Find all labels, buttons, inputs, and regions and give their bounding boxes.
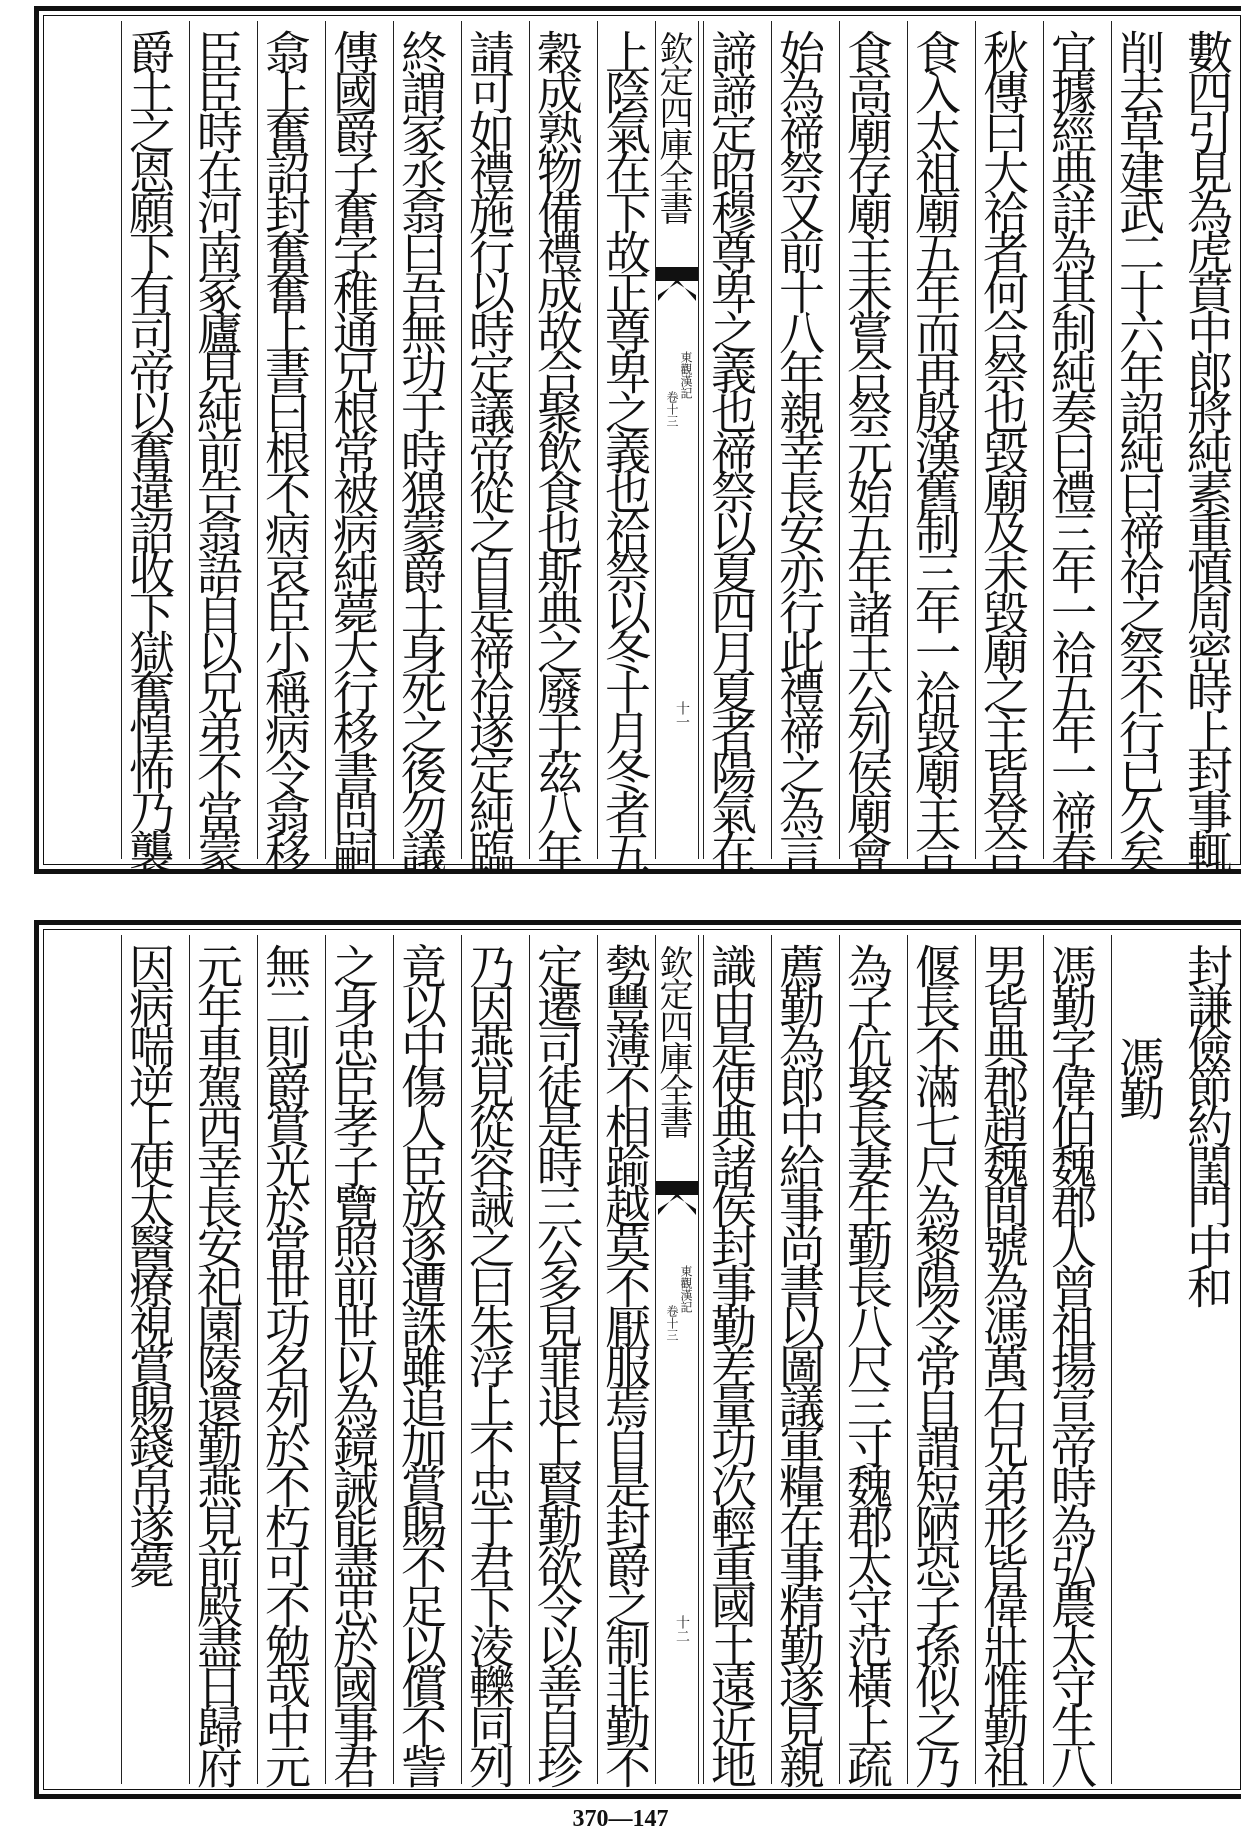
text-column: [257, 21, 313, 869]
text-column: [597, 935, 653, 1784]
column-text: 請可如禮施行以時定議帝從之自是禘祫遂定純臨: [462, 29, 516, 869]
column-text: 無二則爵賞光於當世功名列於不朽可不勉哉中元: [258, 943, 312, 1783]
column-text: 上陰氣在下故正尊卑之義也祫祭以冬十月冬者五: [598, 29, 652, 869]
text-column: [703, 935, 759, 1784]
text-column: [257, 935, 313, 1784]
book-title: 欽定四庫全書: [653, 945, 693, 1137]
top-page: [34, 6, 1241, 874]
text-column: [907, 935, 963, 1784]
column-text: 勢豐薄不相踰越莫不厭服焉自是封爵之制非勤不: [598, 943, 652, 1783]
column-text: 傳國爵子奮字稚通兄根常被病純薨大行移書問嗣: [326, 29, 380, 869]
text-column: [189, 935, 245, 1784]
text-column: [461, 21, 517, 869]
column-text: 定遷司徒是時三公多見罪退上賢勤欲令以善自珍: [530, 943, 584, 1783]
text-column: [325, 935, 381, 1784]
column-text: 封謙儉節約閨門中和: [1180, 943, 1234, 1303]
text-column: [839, 935, 895, 1784]
text-column: [393, 935, 449, 1784]
column-text: 翕上奮詔封奮奮上書曰根不病哀臣小稱病令翕移: [258, 29, 312, 869]
bottom-page-columns: [49, 935, 1235, 1784]
column-text: 諦諦定昭穆尊卑之義也禘祭以夏四月夏者陽氣在: [704, 29, 758, 869]
text-column: [1043, 935, 1099, 1784]
text-column: [771, 21, 827, 869]
top-page-columns: [49, 21, 1235, 869]
column-text: 宜據經典詳為其制純奏曰禮三年一祫五年一禘春: [1044, 29, 1098, 869]
folio-number: 十一: [674, 701, 690, 729]
section-heading: 馮勤: [1112, 1035, 1166, 1115]
source-title: 東觀漢記: [679, 1265, 693, 1313]
column-text: 偃長不滿七尺為黎陽令常自謂短陋恐子孫似之乃: [908, 943, 962, 1783]
column-text: 元年車駕西幸長安祀園陵還勤燕見前殿盡日歸府: [190, 943, 244, 1783]
text-column: [121, 21, 177, 869]
book-title: 欽定四庫全書: [653, 31, 693, 223]
column-text: 男皆典郡趙魏間號為馮萬石兄弟形皆偉壯惟勤祖: [976, 943, 1030, 1783]
text-column: [839, 21, 895, 869]
text-column: [1179, 935, 1235, 1784]
center-fold-strip: [655, 21, 699, 859]
column-text: 馮勤字偉伯魏郡人曾祖揚宣帝時為弘農太守生八: [1044, 943, 1098, 1783]
text-column: [597, 21, 653, 869]
folio-number: 十二: [674, 1615, 690, 1643]
text-column: [975, 21, 1031, 869]
volume-label: 卷十三: [665, 391, 679, 427]
text-column: [325, 21, 381, 869]
column-text: 食高廟存廟主未嘗合祭元始五年諸王公列侯廟會: [840, 29, 894, 869]
column-text: 竟以中傷人臣放逐遭誅雖追加賞賜不足以償不訾: [394, 943, 448, 1783]
column-text: 之身忠臣孝子覽照前世以為鏡誡能盡忠於國事君: [326, 943, 380, 1783]
text-column: [771, 935, 827, 1784]
text-column: [907, 21, 963, 869]
center-fold-strip: [655, 935, 699, 1784]
column-text: 爵土之恩願下有司帝以奮違詔收下獄奮惶怖乃襲: [122, 29, 176, 869]
column-text: 秋傳曰大祫者何合祭也毀廟及未毀廟之主皆登合: [976, 29, 1030, 869]
fishtail-mark-icon: [658, 279, 696, 301]
column-text: 數四引見為虎賁中郎將純素重慎周密時上封事輒: [1180, 29, 1234, 869]
column-text: 食入太祖廟五年而再殷漢舊制三年一祫毀廟主合: [908, 29, 962, 869]
page-number: 370—147: [572, 1806, 669, 1832]
column-text: 為子伉娶長妻生勤長八尺三寸魏郡太守范橫上疏: [840, 943, 894, 1783]
text-column: [703, 21, 759, 869]
text-column: [189, 21, 245, 869]
text-column: [461, 935, 517, 1784]
column-text: 識由是使典諸侯封事勤差量功次輕重國土遠近地: [704, 943, 758, 1783]
text-column: [529, 935, 585, 1784]
source-title: 東觀漢記: [679, 351, 693, 399]
text-column: [975, 935, 1031, 1784]
text-column: [1111, 21, 1167, 869]
column-text: 削去草建武二十六年詔純曰禘祫之祭不行已久矣: [1112, 29, 1166, 869]
column-text: 穀成熟物備禮成故合聚飲食也斯典之廢于茲八年: [530, 29, 584, 869]
bottom-page: [34, 920, 1241, 1799]
column-text: 薦勤為郎中給事尚書以圖議軍糧在事精勤遂見親: [772, 943, 826, 1783]
text-column: [1043, 21, 1099, 869]
text-column: [393, 21, 449, 869]
text-column: [529, 21, 585, 869]
column-text: 乃因燕見從容誡之曰朱浮上不忠于君下淩轢同列: [462, 943, 516, 1783]
text-column: [121, 935, 177, 1784]
section-heading-column: [1111, 935, 1167, 1784]
fishtail-mark-icon: [658, 1193, 696, 1215]
text-column: [1179, 21, 1235, 869]
column-text: 臣臣時在河南冢廬見純前告翕語自以兄弟不當蒙: [190, 29, 244, 869]
column-text: 終謂家丞翕曰吾無功于時猥蒙爵土身死之後勿議: [394, 29, 448, 869]
volume-label: 卷十三: [665, 1305, 679, 1341]
column-text: 始為禘祭又前十八年親幸長安亦行此禮禘之為言: [772, 29, 826, 869]
column-text: 因病喘逆上使太醫療視賞賜錢帛遂薨: [122, 943, 176, 1583]
